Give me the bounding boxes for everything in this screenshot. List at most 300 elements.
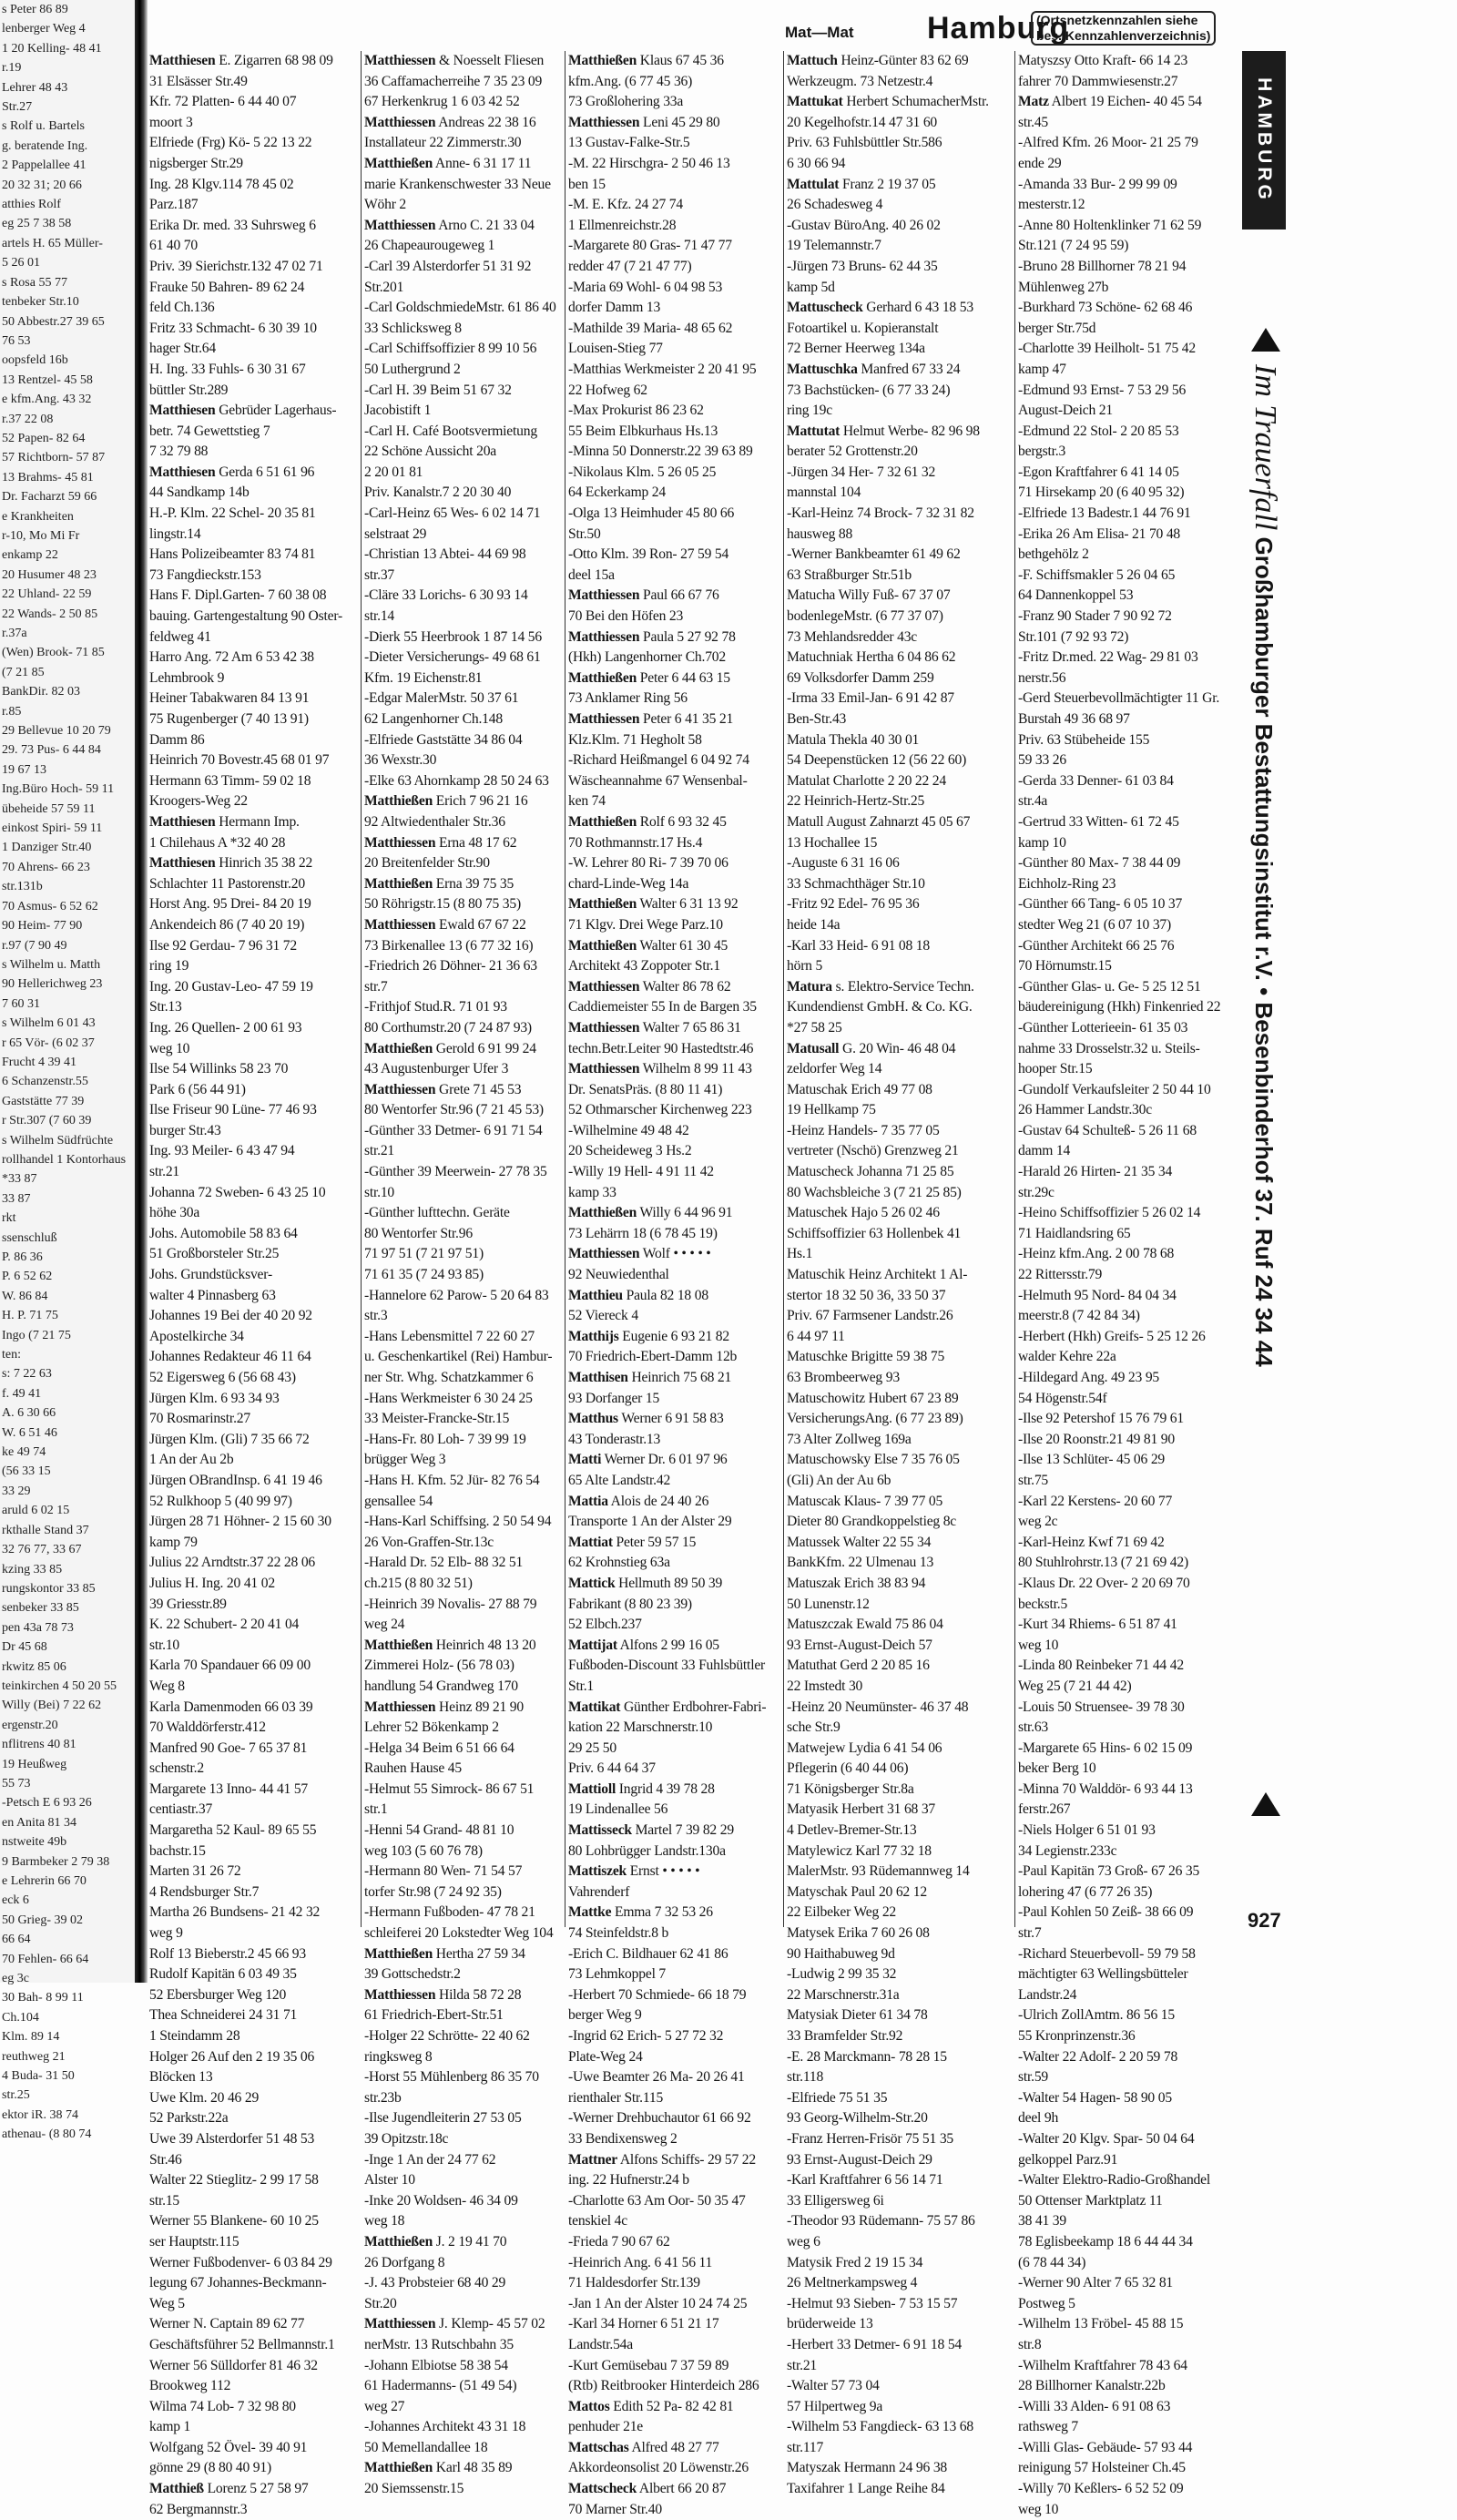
left-page-line: f. 49 41 <box>2 1386 42 1401</box>
left-page-line: eg 3c <box>2 1972 29 1986</box>
directory-entry-line: 73 Birkenallee 13 (6 77 32 16) <box>364 937 534 954</box>
directory-entry-line: Mattscheck Albert 66 20 87 <box>568 2481 727 2497</box>
directory-entry-line: 70 Hörnumstr.15 <box>1018 958 1112 974</box>
left-page-line: 13 Brahms- 45 81 <box>2 470 94 485</box>
directory-entry-line: -Margarete 65 Hins- 6 02 15 09 <box>1018 1740 1193 1756</box>
directory-entry-line: ken 74 <box>568 793 606 810</box>
directory-entry-line: Matthiessen J. Klemp- 45 57 02 <box>364 2316 545 2332</box>
directory-entry-line: 59 33 26 <box>1018 752 1066 769</box>
directory-entry-line: 78 Eglisbeekamp 18 6 44 44 34 <box>1018 2233 1193 2250</box>
directory-entry-line: Ben-Str.43 <box>787 711 847 727</box>
directory-entry-line: 6 44 97 11 <box>787 1328 845 1344</box>
directory-entry-line: Wäscheannahme 67 Wensenbal- <box>568 772 748 789</box>
left-page-line: 50 Grieg- 39 02 <box>2 1913 84 1927</box>
left-page-line: atthies Rolf <box>2 198 61 212</box>
directory-entry-line: fahrer 70 Dammwiesenstr.27 <box>1018 73 1178 89</box>
directory-entry-line: Kundendienst GmbH. & Co. KG. <box>787 999 973 1015</box>
directory-entry-line: mannstal 104 <box>787 485 861 501</box>
directory-entry-line: 74 Steinfeldstr.8 b <box>568 1925 669 1942</box>
left-page-line: 33 87 <box>2 1191 31 1206</box>
directory-entry-line: Matysiak Dieter 61 34 78 <box>787 2007 928 2024</box>
directory-entry-line: ben 15 <box>568 176 606 192</box>
left-page-line: r.19 <box>2 61 22 76</box>
directory-entry-line: 4 Rendsburger Str.7 <box>149 1883 260 1900</box>
directory-entry-line: 54 Högenstr.54f <box>1018 1390 1107 1406</box>
directory-entry-line: -M. E. Kfz. 24 27 74 <box>568 197 683 213</box>
directory-entry-line: Kroogers-Weg 22 <box>149 793 248 810</box>
left-page-line: senbeker 33 85 <box>2 1601 79 1616</box>
directory-entry-line: Mattiat Peter 59 57 15 <box>568 1534 697 1550</box>
directory-entry-line: bodenlegeMstr. (6 77 37 07) <box>787 608 943 625</box>
directory-entry-line: Matucha Willy Fuß- 67 37 07 <box>787 587 951 604</box>
directory-entry-line: -Cläre 33 Lorichs- 6 30 93 14 <box>364 587 528 604</box>
directory-entry-line: gelkoppel Parz.91 <box>1018 2151 1118 2168</box>
directory-entry-line: -Walter 20 Klgv. Spar- 50 04 64 <box>1018 2130 1195 2147</box>
directory-entry-line: 70 Marner Str.40 <box>568 2501 662 2517</box>
left-page-line: 55 73 <box>2 1776 31 1791</box>
directory-entry-line: Klz.Klm. 71 Hegholt 58 <box>568 731 702 748</box>
directory-entry-line: -Wilhelm 53 Fangdieck- 63 13 68 <box>787 2419 973 2435</box>
left-page-line: 20 Husumer 48 23 <box>2 567 97 582</box>
directory-entry-line: 31 Elsässer Str.49 <box>149 73 248 89</box>
left-page-line: W. 6 51 46 <box>2 1425 57 1440</box>
directory-entry-line: brügger Weg 3 <box>364 1452 446 1468</box>
directory-entry-line: -Heinz Handels- 7 35 77 05 <box>787 1122 940 1138</box>
directory-entry-line: Geschäftsführer 52 Bellmannstr.1 <box>149 2336 335 2352</box>
directory-entry-line: damm 14 <box>1018 1143 1071 1159</box>
directory-entry-line: August-Deich 21 <box>1018 403 1113 419</box>
directory-entry-line: 71 61 35 (7 24 93 85) <box>364 1267 484 1283</box>
directory-entry-line: Johs. Automobile 58 83 64 <box>149 1225 298 1241</box>
directory-entry-line: Matthiesen E. Zigarren 68 98 09 <box>149 53 333 68</box>
directory-entry-line: heide 14a <box>787 916 841 933</box>
directory-entry-line: -Richard Steuerbevoll- 59 79 58 <box>1018 1945 1196 1962</box>
left-page-line: r.37a <box>2 627 27 640</box>
directory-entry-line: Johanna 72 Sweben- 6 43 25 10 <box>149 1184 326 1200</box>
directory-entry-line: Matthießen Erna 39 75 35 <box>364 875 515 892</box>
directory-entry-line: str.29c <box>1018 1184 1055 1200</box>
directory-entry-line: stertor 18 32 50 36, 33 50 37 <box>787 1287 946 1303</box>
directory-entry-line: Fabrikant (8 80 23 39) <box>568 1596 692 1612</box>
directory-entry-line: -Heinrich Ang. 6 41 56 11 <box>568 2254 713 2270</box>
directory-entry-line: Matthießen Peter 6 44 63 15 <box>568 669 730 686</box>
directory-entry-line: str.3 <box>364 1308 388 1324</box>
directory-entry-line: Johs. Grundstücksver- <box>149 1267 272 1283</box>
directory-entry-line: Hermann 63 Timm- 59 02 18 <box>149 772 311 789</box>
directory-entry-line: Damm 86 <box>149 731 205 748</box>
directory-entry-line: -Charlotte 39 Heilholt- 51 75 42 <box>1018 341 1196 357</box>
directory-entry-line: str.118 <box>787 2069 824 2086</box>
directory-entry-line: mächtigter 63 Wellingsbütteler <box>1018 1966 1188 1983</box>
directory-entry-line: Matthiessen Grete 71 45 53 <box>364 1081 522 1097</box>
left-page-line: ke 49 74 <box>2 1445 46 1460</box>
directory-entry-line: 39 Opitzstr.18c <box>364 2130 449 2147</box>
directory-entry-line: -Karl 34 Horner 6 51 21 17 <box>568 2316 719 2332</box>
directory-entry-line: 73 Bachstücken- (6 77 33 24) <box>787 382 951 398</box>
directory-entry-line: str.4a <box>1018 793 1048 810</box>
directory-entry-line: -Louis 50 Struensee- 39 78 30 <box>1018 1699 1185 1715</box>
directory-entry-line: Mattijat Alfons 2 99 16 05 <box>568 1637 719 1653</box>
directory-entry-line: 62 Langenhorner Ch.148 <box>364 711 503 727</box>
directory-entry-line: 26 Von-Graffen-Str.13c <box>364 1534 494 1550</box>
directory-entry-line: -E. 28 Marckmann- 78 28 15 <box>787 2048 947 2065</box>
directory-entry-line: -M. 22 Hirschgra- 2 50 46 13 <box>568 155 730 171</box>
directory-entry-line: 1 An der Au 2b <box>149 1452 234 1468</box>
directory-entry-line: -Gertrud 33 Witten- 61 72 45 <box>1018 813 1179 830</box>
directory-entry-line: -Gundolf Verkaufsleiter 2 50 44 10 <box>1018 1081 1211 1097</box>
directory-entry-line: -Friedrich 26 Döhner- 21 36 63 <box>364 958 537 974</box>
left-page-line: 19 Heußweg <box>2 1757 67 1771</box>
directory-entry-line: 33 Elligersweg 6i <box>787 2192 884 2209</box>
directory-entry-line: 70 Friedrich-Ebert-Damm 12b <box>568 1349 738 1365</box>
directory-entry-line: bergstr.3 <box>1018 444 1066 460</box>
tab-label: HAMBURG <box>1254 77 1275 203</box>
directory-entry-line: 73 Anklamer Ring 56 <box>568 690 688 707</box>
directory-entry-line: str.14 <box>364 608 395 625</box>
left-page-line: 29. 73 Pus- 6 44 84 <box>2 743 101 758</box>
directory-entry-line: Str.50 <box>568 525 601 542</box>
directory-entry-line: 64 Eckerkamp 24 <box>568 485 666 501</box>
left-page-line: s Peter 86 89 <box>2 3 68 16</box>
directory-entry-line: stedter Weg 21 (6 07 10 37) <box>1018 916 1172 933</box>
left-page-line: tenbeker Str.10 <box>2 295 79 310</box>
left-page-line: *33 87 <box>2 1172 37 1187</box>
directory-entry-line: Ilse Friseur 90 Lüne- 77 46 93 <box>149 1102 317 1118</box>
directory-entry-line: 26 Dorfgang 8 <box>364 2254 445 2270</box>
directory-entry-line: Matulat Charlotte 2 20 22 24 <box>787 772 946 789</box>
directory-entry-line: Mattiszek Ernst • • • • • <box>568 1863 700 1880</box>
directory-entry-line: centiastr.37 <box>149 1801 213 1818</box>
left-page-line: Gaststätte 77 39 <box>2 1094 85 1108</box>
city-title: Hamburg <box>927 11 1070 46</box>
directory-entry-line: Weg 5 <box>149 2295 185 2311</box>
directory-entry-line: weg 24 <box>364 1617 405 1633</box>
directory-entry-line: 28 Billhorner Kanalstr.22b <box>1018 2378 1166 2394</box>
directory-entry-line: Jürgen 28 71 Höhner- 2 15 60 30 <box>149 1514 331 1530</box>
directory-entry-line: torfer Str.98 (7 24 92 35) <box>364 1883 502 1900</box>
directory-entry-line: ringksweg 8 <box>364 2048 433 2065</box>
directory-entry-line: -F. Schiffsmakler 5 26 04 65 <box>1018 566 1176 583</box>
left-page-line: oopsfeld 16b <box>2 353 68 368</box>
directory-entry-line: 63 Straßburger Str.51b <box>787 566 912 583</box>
directory-entry-line: 19 Lindenallee 56 <box>568 1801 668 1818</box>
directory-entry-line: sche Str.9 <box>787 1719 841 1736</box>
directory-entry-line: H.-P. Klm. 22 Schel- 20 35 81 <box>149 505 316 522</box>
left-page-line: 57 Richtborn- 57 87 <box>2 451 106 465</box>
directory-entry-line: Matuschik Heinz Architekt 1 Al- <box>787 1267 968 1283</box>
directory-entry-line: Wilma 74 Lob- 7 32 98 80 <box>149 2398 296 2414</box>
directory-entry-line: -Willy 70 Keßlers- 6 52 52 09 <box>1018 2481 1184 2497</box>
directory-entry-line: -Ilse 20 Roonstr.21 49 81 90 <box>1018 1431 1175 1447</box>
directory-entry-line: -Ulrich ZollAmtm. 86 56 15 <box>1018 2007 1175 2024</box>
directory-entry-line: BankKfm. 22 Ulmenau 13 <box>787 1555 934 1571</box>
directory-entry-line: Matthiessen Erna 48 17 62 <box>364 834 517 851</box>
left-page-line: Ing.Büro Hoch- 59 11 <box>2 782 115 797</box>
left-page-line: r 65 Vör- (6 02 37 <box>2 1036 95 1050</box>
directory-entry-line: -Jan 1 An der Alster 10 24 74 25 <box>568 2295 748 2311</box>
directory-entry-line: -J. 43 Probsteier 68 40 29 <box>364 2275 506 2291</box>
directory-entry-line: weg 103 (5 60 76 78) <box>364 1842 483 1859</box>
directory-entry-line: -Uwe Beamter 26 Ma- 20 26 41 <box>568 2069 745 2086</box>
directory-entry-line: Matysek Erika 7 60 26 08 <box>787 1925 930 1942</box>
directory-entry-line: tenskiel 4c <box>568 2213 627 2229</box>
directory-entry-line: Mattikat Günther Erdbohrer-Fabri- <box>568 1699 767 1715</box>
left-page-line: 2 Pappelallee 41 <box>2 158 87 173</box>
left-page-line: nflitrens 40 81 <box>2 1738 76 1752</box>
directory-entry-line: Matthießen J. 2 19 41 70 <box>364 2233 507 2250</box>
directory-entry-line: -Gustav 64 Schulteß- 5 26 11 68 <box>1018 1122 1197 1138</box>
directory-entry-line: -Harald Dr. 52 Elb- 88 32 51 <box>364 1555 524 1571</box>
directory-entry-line: Werkzeugm. 73 Netzestr.4 <box>787 73 933 89</box>
directory-entry-line: Frauke 50 Bahren- 89 62 24 <box>149 279 305 295</box>
directory-entry-line: Akkordeonsolist 20 Löwenstr.26 <box>568 2460 749 2476</box>
directory-entry-line: beker Berg 10 <box>1018 1760 1096 1777</box>
directory-entry-line: -Mathilde 39 Maria- 48 65 62 <box>568 320 733 336</box>
directory-entry-line: Schlachter 11 Pastorenstr.20 <box>149 875 305 892</box>
directory-entry-line: deel 9h <box>1018 2110 1059 2127</box>
directory-entry-line: -Olga 13 Heimhuder 45 80 66 <box>568 505 735 522</box>
directory-entry-line: str.15 <box>149 2192 180 2209</box>
directory-entry-line: 1 Steindamm 28 <box>149 2028 240 2044</box>
directory-entry-line: -Wilhelm Kraftfahrer 78 43 64 <box>1018 2357 1187 2373</box>
directory-entry-line: 73 Lehmkoppel 7 <box>568 1966 667 1983</box>
directory-entry-line: 2 20 01 81 <box>364 464 423 480</box>
directory-entry-line: -Carl Schiffsoffizier 8 99 10 56 <box>364 341 537 357</box>
directory-entry-line: -Walter Elektro-Radio-Großhandel <box>1018 2172 1211 2188</box>
column-5 <box>1018 51 1238 2517</box>
directory-entry-line: 63 Brombeerweg 93 <box>787 1370 900 1385</box>
directory-entry-line: weg 6 <box>787 2233 820 2250</box>
directory-entry-line: Ing. 20 Gustav-Leo- 47 59 19 <box>149 978 313 995</box>
directory-entry-line: -Gerda 33 Denner- 61 03 84 <box>1018 772 1174 789</box>
column-rule <box>783 51 784 1927</box>
directory-entry-line: walder Kehre 22a <box>1018 1349 1116 1365</box>
left-page-line: 66 64 <box>2 1933 31 1947</box>
directory-entry-line: Matthus Werner 6 91 58 83 <box>568 1411 724 1427</box>
left-page-line: ten: <box>2 1348 21 1362</box>
left-page-line: Lehrer 48 43 <box>2 80 68 95</box>
directory-entry-line: -Karl 33 Heid- 6 91 08 18 <box>787 937 930 954</box>
left-page-line: BankDir. 82 03 <box>2 685 80 699</box>
directory-entry-line: Ing. 26 Quellen- 2 00 61 93 <box>149 1019 302 1036</box>
left-page-line: 90 Heim- 77 90 <box>2 919 83 934</box>
directory-entry-line: -Otto Klm. 39 Ron- 27 59 54 <box>568 546 729 563</box>
directory-entry-line: 73 Alter Zollweg 169a <box>787 1431 912 1447</box>
directory-entry-line: -Alfred Kfm. 26 Moor- 21 25 79 <box>1018 135 1198 151</box>
left-page-line: s Wilhelm Südfrüchte <box>2 1133 114 1148</box>
directory-entry-line: -Burkhard 73 Schöne- 62 68 46 <box>1018 300 1193 316</box>
directory-entry-line: 70 Bei den Höfen 23 <box>568 608 684 625</box>
directory-entry-line: -Auguste 6 31 16 06 <box>787 855 900 872</box>
directory-entry-line: Mattutat Helmut Werbe- 82 96 98 <box>787 423 980 439</box>
directory-entry-line: Matuszczak Ewald 75 86 04 <box>787 1617 943 1633</box>
directory-entry-line: bauing. Gartengestaltung 90 Oster- <box>149 608 343 625</box>
directory-entry-line: legung 67 Johannes-Beckmann- <box>149 2275 327 2291</box>
left-page-line: rkwitz 85 06 <box>2 1659 66 1674</box>
directory-entry-line: 43 Tonderastr.13 <box>568 1431 661 1447</box>
directory-entry-line: -Hannelore 62 Parow- 5 20 64 83 <box>364 1287 549 1303</box>
directory-entry-line: str.7 <box>1018 1925 1042 1942</box>
left-page-line: 22 Wands- 2 50 85 <box>2 607 98 621</box>
directory-entry-line: -Horst 55 Mühlenberg 86 35 70 <box>364 2069 539 2086</box>
directory-entry-line: 55 Beim Elbkurhaus Hs.13 <box>568 423 718 439</box>
directory-entry-line: Matuscheck Johanna 71 25 85 <box>787 1164 954 1180</box>
directory-entry-line: ring 19c <box>787 403 832 419</box>
directory-entry-line: Wolfgang 52 Övel- 39 40 91 <box>149 2439 308 2455</box>
directory-entry-line: 54 Deepenstücken 12 (56 22 60) <box>787 752 967 769</box>
directory-entry-line: Johannes Redakteur 46 11 64 <box>149 1349 311 1365</box>
directory-entry-line: 20 Kegelhofstr.14 47 31 60 <box>787 114 938 130</box>
directory-entry-line: Str.201 <box>364 279 404 295</box>
directory-entry-line: -Ludwig 2 99 35 32 <box>787 1966 897 1983</box>
directory-entry-line: 22 Eilbeker Weg 22 <box>787 1904 897 1921</box>
directory-entry-line: -Max Prokurist 86 23 62 <box>568 403 704 419</box>
directory-entry-line: 61 40 70 <box>149 238 198 254</box>
directory-entry-line: Matthiessen Hilda 58 72 28 <box>364 1986 522 2003</box>
directory-entry-line: Walter 22 Stieglitz- 2 99 17 58 <box>149 2172 319 2188</box>
column-rule <box>361 51 362 1927</box>
vertical-advert <box>1244 364 1286 1967</box>
directory-entry-line: Weg 8 <box>149 1678 185 1694</box>
directory-entry-line: beckstr.5 <box>1018 1596 1068 1612</box>
directory-entry-line: -Johannes Architekt 43 31 18 <box>364 2419 526 2435</box>
directory-entry-line: hausweg 88 <box>787 525 853 542</box>
directory-entry-line: -Hermann Fußboden- 47 78 21 <box>364 1904 535 1921</box>
directory-entry-line: Manfred 90 Goe- 7 65 37 81 <box>149 1740 308 1756</box>
directory-entry-line: 22 Rittersstr.79 <box>1018 1267 1103 1283</box>
left-page-line: eck 6 <box>2 1893 29 1908</box>
directory-entry-line: Matthießen Walter 61 30 45 <box>568 937 728 954</box>
directory-entry-line: 70 Rothmannstr.17 Hs.4 <box>568 834 703 851</box>
directory-entry-line: -Heinz 20 Neumünster- 46 37 48 <box>787 1699 969 1715</box>
directory-entry-line: Kfr. 72 Platten- 6 44 40 07 <box>149 94 297 110</box>
directory-entry-line: Johannes 19 Bei der 40 20 92 <box>149 1308 312 1324</box>
directory-entry-line: Architekt 43 Zoppoter Str.1 <box>568 958 720 974</box>
directory-entry-line: mesterstr.12 <box>1018 197 1085 213</box>
directory-entry-line: Zimmerei Holz- (56 78 03) <box>364 1658 515 1674</box>
directory-entry-line: str.45 <box>1018 114 1049 130</box>
directory-entry-line: -Werner 90 Alter 7 65 32 81 <box>1018 2275 1174 2291</box>
directory-entry-line: MalerMstr. 93 Rüdemannweg 14 <box>787 1863 970 1880</box>
directory-entry-line: 73 Großlohering 33a <box>568 94 684 110</box>
directory-entry-line: Jacobistift 1 <box>364 403 432 419</box>
directory-entry-line: Uwe Klm. 20 46 29 <box>149 2089 260 2106</box>
directory-entry-line: -Erich C. Bildhauer 62 41 86 <box>568 1945 728 1962</box>
directory-entry-line: nerstr.56 <box>1018 669 1066 686</box>
directory-entry-line: 52 Parkstr.22a <box>149 2110 229 2127</box>
directory-entry-line: Str.13 <box>149 999 182 1015</box>
directory-entry-line: Plate-Weg 24 <box>568 2048 643 2065</box>
directory-entry-line: 33 Bramfelder Str.92 <box>787 2028 903 2044</box>
directory-entry-line: betr. 74 Gewettstieg 7 <box>149 423 270 439</box>
left-page-line: r.85 <box>2 704 22 719</box>
directory-entry-line: hörn 5 <box>787 958 823 974</box>
column-2 <box>364 51 576 2497</box>
directory-entry-line: kamp 47 <box>1018 361 1066 377</box>
directory-entry-line: Matthiessen & Noesselt Fliesen <box>364 53 545 68</box>
triangle-logo-bottom <box>1251 1792 1280 1816</box>
column-3 <box>568 51 779 2517</box>
directory-entry-line: -Helga 34 Beim 6 51 66 64 <box>364 1740 515 1756</box>
directory-entry-line: -Elfriede 75 51 35 <box>787 2089 888 2106</box>
directory-entry-line: Pflegerin (6 40 44 06) <box>787 1760 909 1777</box>
directory-entry-line: -Günther Lotterieein- 61 35 03 <box>1018 1019 1188 1036</box>
left-page-line: Ch.104 <box>2 2010 39 2025</box>
directory-entry-line: (Hkh) Langenhorner Ch.702 <box>568 649 726 666</box>
directory-entry-line: bäudereinigung (Hkh) Finkenried 22 <box>1018 999 1221 1015</box>
directory-entry-line: Martha 26 Bundsens- 21 42 32 <box>149 1904 321 1921</box>
directory-entry-line: -Dieter Versicherungs- 49 68 61 <box>364 649 541 666</box>
directory-entry-line: 43 Augustenburger Ufer 3 <box>364 1061 509 1077</box>
directory-entry-line: Lehmbrook 9 <box>149 669 225 686</box>
left-page-line: 20 32 31; 20 66 <box>2 178 82 192</box>
directory-entry-line: 36 Caffamacherreihe 7 35 23 09 <box>364 73 543 89</box>
left-page-line: 52 Papen- 82 64 <box>2 431 86 445</box>
directory-entry-line: 80 Wentorfer Str.96 (7 21 45 53) <box>364 1102 544 1118</box>
left-page-line: nstweite 49b <box>2 1835 67 1850</box>
directory-entry-line: -Elke 63 Ahornkamp 28 50 24 63 <box>364 772 549 789</box>
directory-entry-line: Matthießen Walter 6 31 13 92 <box>568 896 739 913</box>
left-page-line: W. 86 84 <box>2 1289 48 1303</box>
directory-entry-line: -Fritz 92 Edel- 76 95 36 <box>787 896 920 913</box>
directory-entry-line: -Dierk 55 Heerbrook 1 87 14 56 <box>364 628 542 645</box>
directory-entry-line: Str.46 <box>149 2151 182 2168</box>
directory-entry-line: -Hans Lebensmittel 7 22 60 27 <box>364 1328 535 1344</box>
directory-entry-line: Matthießen Gerold 6 91 99 24 <box>364 1040 536 1056</box>
directory-entry-line: -Egon Kraftfahrer 6 41 14 05 <box>1018 464 1179 480</box>
left-page-line: Dr. Facharzt 59 66 <box>2 490 97 505</box>
directory-entry-line: Hs.1 <box>787 1246 813 1262</box>
left-page-line: s Wilhelm 6 01 43 <box>2 1016 96 1031</box>
directory-entry-line: Ankendeich 86 (7 40 20 19) <box>149 916 305 933</box>
directory-entry-line: -Heino Schiffsoffizier 5 26 02 14 <box>1018 1205 1201 1221</box>
directory-entry-line: Transporte 1 An der Alster 29 <box>568 1514 732 1530</box>
directory-entry-line: 20 Breitenfelder Str.90 <box>364 855 490 872</box>
directory-entry-line: Matthießen Willy 6 44 96 91 <box>568 1205 733 1221</box>
directory-entry-line: -Carl 39 Alsterdorfer 51 31 92 <box>364 258 532 274</box>
left-page-line: s: 7 22 63 <box>2 1367 52 1382</box>
directory-entry-line: 29 25 50 <box>568 1740 616 1756</box>
left-page-line: P. 86 36 <box>2 1250 43 1264</box>
directory-entry-line: Weg 25 (7 21 44 42) <box>1018 1678 1132 1694</box>
directory-entry-line: 22 Imstedt 30 <box>787 1678 863 1694</box>
directory-entry-line: deel 15a <box>568 566 615 583</box>
directory-entry-line: gensallee 54 <box>364 1493 433 1509</box>
directory-entry-line: 33 Schlicksweg 8 <box>364 320 462 336</box>
directory-entry-line: Margarete 13 Inno- 44 41 57 <box>149 1780 309 1797</box>
directory-entry-line: -Herbert 33 Detmer- 6 91 18 54 <box>787 2336 963 2352</box>
directory-entry-line: -Heinrich 39 Novalis- 27 88 79 <box>364 1596 537 1612</box>
left-page-line: 33 29 <box>2 1484 31 1498</box>
directory-entry-line: Matthießen Anne- 6 31 17 11 <box>364 155 532 171</box>
column-1 <box>149 51 361 2517</box>
directory-entry-line: Mattke Emma 7 32 53 26 <box>568 1904 713 1921</box>
directory-entry-line: 52 Viereck 4 <box>568 1308 638 1324</box>
left-page-line: (7 21 85 <box>2 665 45 679</box>
directory-entry-line: 34 Legienstr.233c <box>1018 1842 1117 1859</box>
directory-entry-line: Matthiesen Hinrich 35 38 22 <box>149 855 313 872</box>
directory-entry-line: 50 Memellandallee 18 <box>364 2439 488 2455</box>
directory-entry-line: Matuchniak Hertha 6 04 86 62 <box>787 649 956 666</box>
directory-entry-line: Landstr.24 <box>1018 1986 1077 2003</box>
directory-entry-line: Matysik Fred 2 19 15 34 <box>787 2254 923 2270</box>
directory-entry-line: bachstr.15 <box>149 1842 206 1859</box>
directory-entry-line: -Edmund 93 Ernst- 7 53 29 56 <box>1018 382 1187 398</box>
directory-entry-line: 73 Lehärrn 18 (6 78 45 19) <box>568 1225 718 1241</box>
directory-entry-line: str.21 <box>149 1164 180 1180</box>
left-page-line: enkamp 22 <box>2 548 58 563</box>
directory-entry-line: kfm.Ang. (6 77 45 36) <box>568 73 693 89</box>
